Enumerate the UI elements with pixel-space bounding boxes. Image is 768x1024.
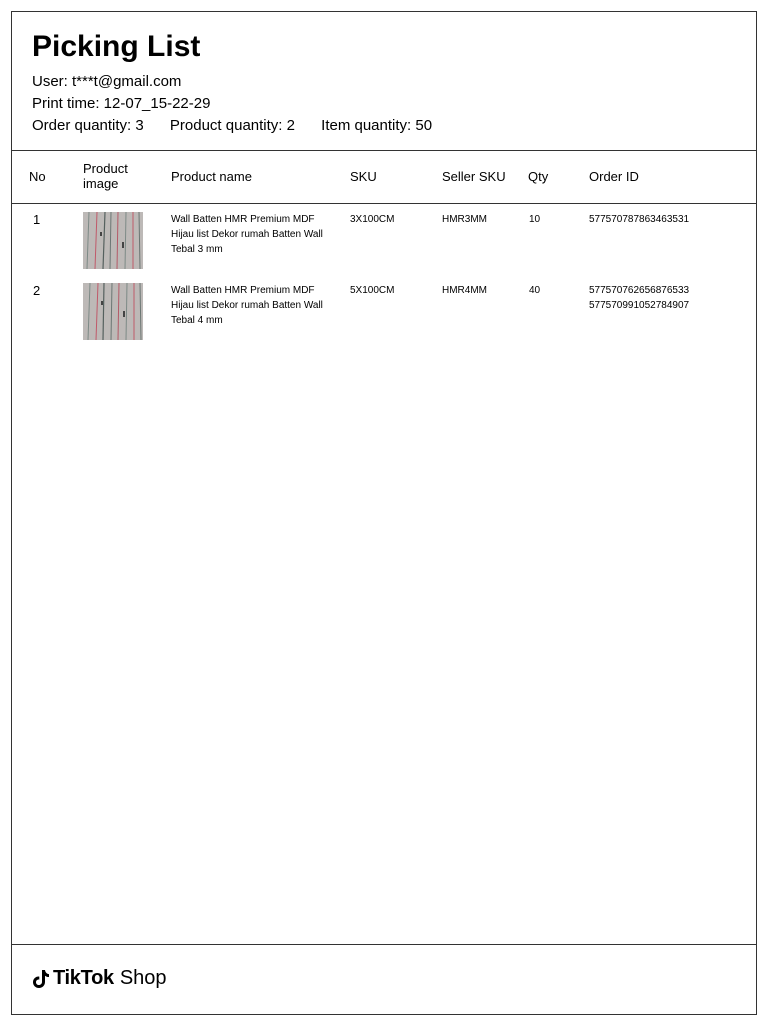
- tiktok-shop-logo: [32, 967, 167, 990]
- order-id: 577570762656876533: [589, 285, 690, 296]
- header: [12, 12, 756, 151]
- name-line: Hijau list Dekor rumah Batten Wall: [171, 300, 323, 311]
- row-no: 1: [33, 212, 41, 227]
- row-seller-sku: HMR4MM: [442, 285, 487, 296]
- order-id: 577570787863463531: [589, 214, 690, 225]
- col-product-image: [83, 161, 128, 191]
- row-product-name: [171, 212, 323, 257]
- order-id: 577570991052784907: [589, 300, 690, 311]
- col-sku: SKU: [350, 169, 377, 184]
- page-title: Picking List: [32, 30, 201, 63]
- row-sku: 3X100CM: [350, 214, 395, 225]
- row-qty: 40: [529, 285, 541, 296]
- row-qty: 10: [529, 214, 541, 225]
- col-order-id: Order ID: [589, 169, 639, 184]
- col-no: No: [29, 169, 46, 184]
- table-header: [12, 150, 756, 204]
- name-line: Tebal 4 mm: [171, 315, 223, 326]
- row-sku: 5X100CM: [350, 285, 395, 296]
- quantity-summary: [32, 117, 454, 134]
- tiktok-note-icon: [32, 969, 50, 989]
- col-qty: Qty: [528, 169, 549, 184]
- footer: [12, 944, 756, 1016]
- user-line: User: t***t@gmail.com: [32, 73, 182, 90]
- row-seller-sku: HMR3MM: [442, 214, 487, 225]
- col-product-name: Product name: [171, 169, 252, 184]
- col-image-line1: Product: [83, 161, 128, 176]
- col-image-line2: image: [83, 176, 119, 191]
- product-image: [83, 212, 143, 269]
- brand-name: TikTok: [53, 967, 114, 989]
- order-quantity: Order quantity: 3: [32, 117, 144, 134]
- row-no: 2: [33, 283, 41, 298]
- print-time-line: Print time: 12-07_15-22-29: [32, 95, 211, 112]
- product-image: [83, 283, 143, 340]
- table-row: [12, 212, 756, 282]
- product-quantity: Product quantity: 2: [169, 117, 295, 134]
- shop-label: Shop: [119, 967, 167, 989]
- name-line: Hijau list Dekor rumah Batten Wall: [171, 229, 323, 240]
- table-row: [12, 283, 756, 353]
- name-line: Wall Batten HMR Premium MDF: [171, 214, 315, 225]
- picking-list-sheet: [11, 11, 757, 1015]
- row-order-ids: [589, 283, 689, 313]
- name-line: Wall Batten HMR Premium MDF: [171, 285, 315, 296]
- col-seller-sku: Seller SKU: [442, 169, 506, 184]
- name-line: Tebal 3 mm: [171, 244, 223, 255]
- item-quantity: Item quantity: 50: [321, 117, 433, 134]
- row-order-ids: [589, 212, 689, 227]
- row-product-name: [171, 283, 323, 328]
